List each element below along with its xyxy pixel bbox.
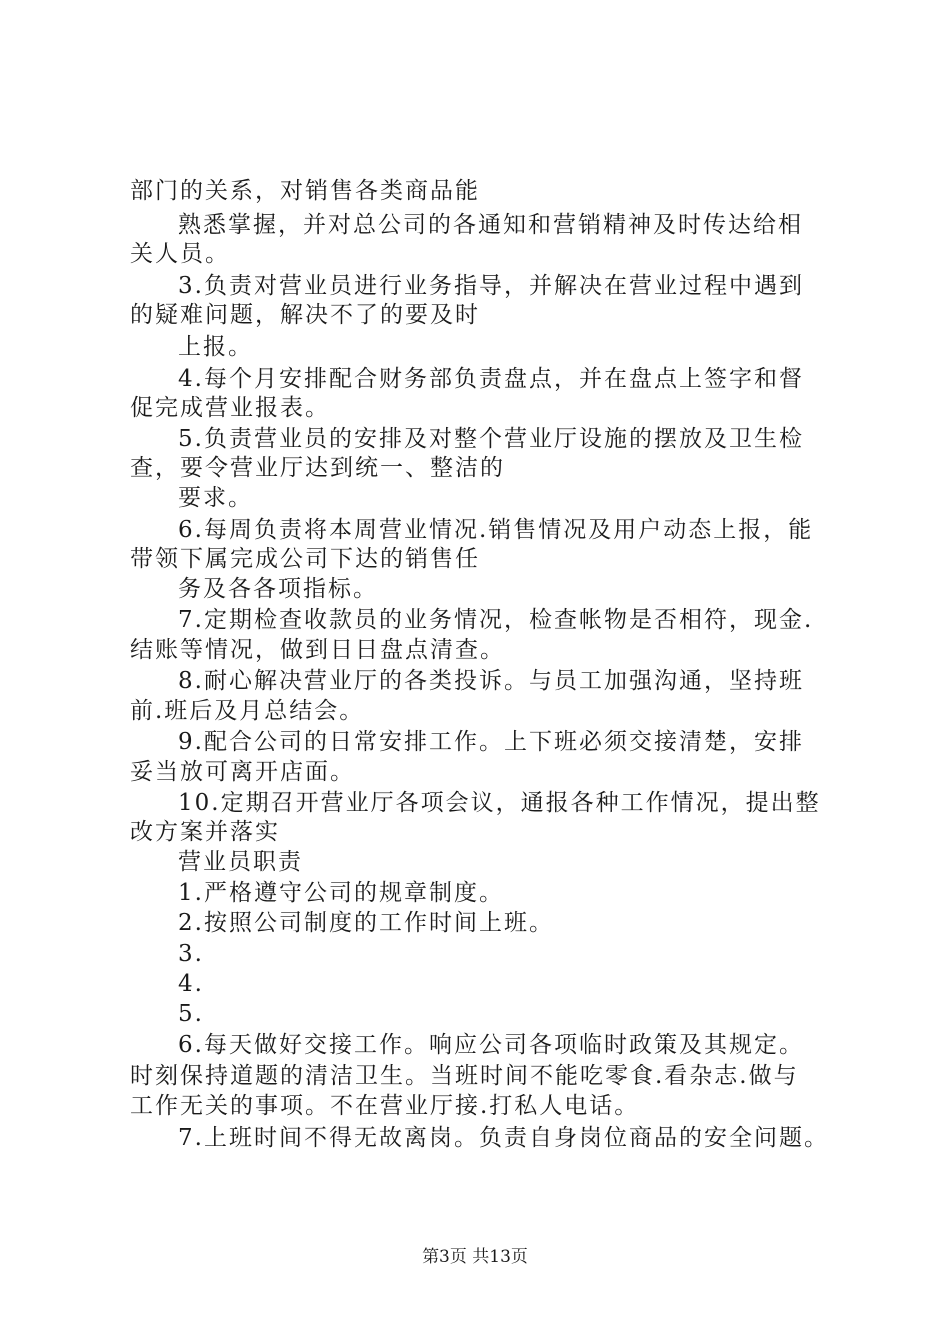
text-line: 时刻保持道题的清洁卫生。当班时间不能吃零食.看杂志.做与 <box>130 1063 799 1089</box>
text-line: 结账等情况，做到日日盘点清查。 <box>130 637 505 663</box>
text-line: 8.耐心解决营业厅的各类投诉。与员工加强沟通，坚持班 <box>178 668 804 694</box>
text-line: 6.每周负责将本周营业情况.销售情况及用户动态上报，能 <box>178 517 814 543</box>
text-line: 5. <box>178 1001 204 1027</box>
text-line: 促完成营业报表。 <box>130 395 330 421</box>
text-line: 上报。 <box>178 334 253 360</box>
text-line: 部门的关系，对销售各类商品能 <box>130 178 480 204</box>
text-line: 改方案并落实 <box>130 819 280 845</box>
text-line: 3. <box>178 941 204 967</box>
text-line: 9.配合公司的日常安排工作。上下班必须交接清楚，安排 <box>178 729 804 755</box>
text-line: 关人员。 <box>130 241 230 267</box>
text-line: 10.定期召开营业厅各项会议，通报各种工作情况，提出整 <box>178 790 821 816</box>
text-line: 7.定期检查收款员的业务情况，检查帐物是否相符，现金. <box>178 607 814 633</box>
text-line: 前.班后及月总结会。 <box>130 698 365 724</box>
text-line: 的疑难问题，解决不了的要及时 <box>130 302 480 328</box>
text-line: 3.负责对营业员进行业务指导，并解决在营业过程中遇到 <box>178 273 804 299</box>
text-line: 2.按照公司制度的工作时间上班。 <box>178 910 554 936</box>
text-line: 带领下属完成公司下达的销售任 <box>130 546 480 572</box>
text-line: 6.每天做好交接工作。响应公司各项临时政策及其规定。 <box>178 1032 804 1058</box>
text-line: 工作无关的事项。不在营业厅接.打私人电话。 <box>130 1093 640 1119</box>
text-line: 1.严格遵守公司的规章制度。 <box>178 880 504 906</box>
text-line: 务及各各项指标。 <box>178 576 378 602</box>
page-number-footer: 第3页 共13页 <box>422 1247 528 1267</box>
text-line: 熟悉掌握，并对总公司的各通知和营销精神及时传达给相 <box>178 212 803 238</box>
text-line: 要求。 <box>178 485 253 511</box>
text-line: 妥当放可离开店面。 <box>130 759 355 785</box>
text-line: 5.负责营业员的安排及对整个营业厅设施的摆放及卫生检 <box>178 426 804 452</box>
section-heading: 营业员职责 <box>178 849 303 875</box>
text-line: 4.每个月安排配合财务部负责盘点，并在盘点上签字和督 <box>178 366 804 392</box>
text-line: 4. <box>178 971 204 997</box>
text-line: 查，要令营业厅达到统一、整洁的 <box>130 455 505 481</box>
text-line: 7.上班时间不得无故离岗。负责自身岗位商品的安全问题。 <box>178 1125 829 1151</box>
